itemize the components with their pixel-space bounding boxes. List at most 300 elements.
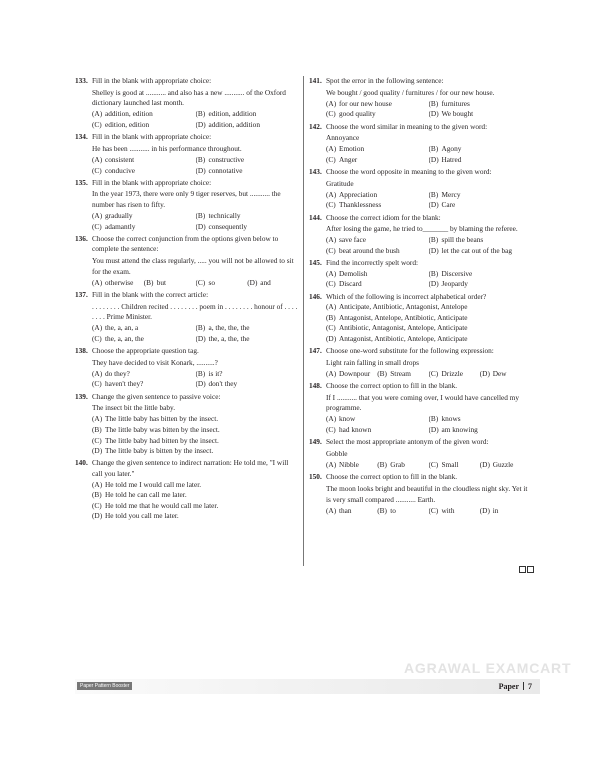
question-context: If I ........... that you were coming over, I would have cancelled my programme.: [326, 392, 520, 413]
question-context: . . . . . . . . Children recited . . . . . . . . poem in . . . . . . . . honour of . . . . . . . . Prime Minister.: [92, 301, 298, 322]
option-list: [326, 269, 531, 290]
option-text: Anticipate, Antibiotic, Antagonist, Antelope: [339, 302, 468, 312]
answer-option: [326, 200, 429, 211]
question-number: 148.: [309, 381, 322, 391]
option-list: [326, 460, 531, 471]
question-header: [309, 258, 531, 269]
question-item: [75, 132, 299, 176]
question-context: He has been ........... in his performance throughout.: [92, 143, 242, 153]
answer-option: [196, 120, 300, 131]
question-number: 145.: [309, 258, 322, 268]
option-text: The little baby is bitten by the insect.: [105, 446, 214, 456]
option-label: (D): [247, 277, 258, 287]
option-label: (C): [92, 379, 102, 389]
option-list: [326, 190, 531, 211]
option-text: to: [390, 505, 396, 515]
right-question-column: [309, 76, 531, 518]
question-number: 140.: [75, 458, 88, 468]
question-context: They have decided to visit Konark, ..........?: [92, 357, 218, 367]
answer-option: [92, 480, 299, 491]
question-context: Gobble: [326, 449, 348, 458]
answer-option: [480, 369, 531, 380]
option-text: Jeopardy: [441, 279, 468, 289]
option-text: than: [339, 505, 352, 515]
question-header: [309, 437, 531, 448]
option-list: [92, 323, 299, 344]
option-label: (A): [92, 479, 103, 489]
answer-option: [326, 99, 429, 110]
question-item: [309, 472, 531, 516]
option-text: Discard: [339, 279, 362, 289]
answer-option: [429, 414, 532, 425]
option-text: a, the, the, the: [208, 323, 250, 333]
answer-option: [377, 369, 428, 380]
question-body: [309, 302, 531, 344]
option-text: know: [339, 414, 356, 424]
answer-option: [377, 506, 428, 517]
option-label: (D): [428, 200, 439, 210]
question-number: 146.: [309, 291, 322, 301]
question-number: 135.: [75, 177, 88, 187]
option-text: Appreciation: [339, 189, 378, 199]
question-body: [309, 358, 531, 380]
question-text: Choose the appropriate question tag.: [92, 346, 199, 356]
answer-option: [326, 235, 429, 246]
option-label: (B): [428, 268, 439, 278]
option-label: (C): [92, 333, 102, 343]
option-text: Stream: [390, 368, 411, 378]
question-text: Spot the error in the following sentence:: [326, 76, 444, 85]
question-item: [75, 290, 299, 345]
option-text: constructive: [208, 154, 245, 164]
question-item: [75, 458, 299, 522]
option-label: (D): [428, 154, 439, 164]
answer-option: [429, 190, 532, 201]
answer-option: [326, 269, 429, 280]
answer-option: [247, 278, 299, 289]
answer-option: [480, 506, 531, 517]
question-number: 139.: [75, 391, 88, 401]
option-label: (A): [326, 98, 337, 108]
question-number: 136.: [75, 233, 88, 243]
question-header: [309, 292, 531, 303]
option-text: connotative: [208, 165, 243, 175]
option-label: (A): [92, 211, 103, 221]
answer-option: [326, 246, 429, 257]
option-text: save face: [339, 235, 366, 245]
question-header: [309, 122, 531, 133]
end-of-section-icon: [519, 566, 534, 573]
option-label: (D): [479, 459, 490, 469]
answer-option: [326, 369, 377, 380]
answer-option: [429, 506, 480, 517]
option-label: (A): [326, 302, 337, 312]
option-text: spill the beans: [441, 235, 484, 245]
option-label: (A): [92, 368, 103, 378]
question-text: Choose the correct idiom for the blank:: [326, 212, 441, 222]
answer-option: [92, 379, 196, 390]
question-context: Annoyance: [326, 133, 360, 143]
option-label: (C): [326, 323, 336, 333]
answer-option: [429, 109, 532, 120]
option-text: consequently: [208, 221, 248, 231]
option-text: The little baby has bitten by the insect.: [105, 414, 219, 424]
option-label: (C): [92, 221, 102, 231]
option-label: (D): [479, 505, 490, 515]
question-number: 149.: [309, 437, 322, 447]
answer-option: [326, 506, 377, 517]
question-body: [75, 256, 299, 288]
question-header: [75, 132, 299, 143]
question-body: [309, 88, 531, 120]
option-list: [92, 369, 299, 390]
option-text: Thanklessness: [339, 200, 382, 210]
option-list: [326, 414, 531, 435]
question-item: [309, 292, 531, 345]
option-label: (D): [428, 246, 439, 255]
question-body: [75, 403, 299, 456]
option-label: (B): [428, 98, 439, 108]
option-label: (A): [326, 235, 337, 245]
question-body: [309, 224, 531, 256]
answer-option: [92, 109, 196, 120]
question-item: [75, 392, 299, 457]
question-text: Choose the correct option to fill in the blank.: [326, 381, 458, 391]
question-header: [75, 290, 299, 301]
option-list: [326, 144, 531, 165]
option-text: knows: [441, 414, 461, 424]
option-text: Care: [441, 200, 456, 210]
option-label: (B): [92, 490, 102, 500]
question-header: [75, 392, 299, 403]
question-item: [75, 178, 299, 233]
option-text: He told he can call me later.: [105, 490, 187, 500]
answer-option: [429, 144, 532, 155]
option-text: Hatred: [441, 154, 462, 164]
question-item: [75, 346, 299, 390]
answer-option: [429, 235, 532, 246]
page-footer: [75, 679, 540, 694]
option-text: the, a, the, the: [208, 333, 250, 343]
answer-option: [92, 501, 299, 512]
question-header: [309, 213, 531, 224]
question-context: You must attend the class regularly, ..... you will not be allowed to sit for the exam.: [92, 256, 294, 276]
option-label: (B): [428, 235, 439, 245]
answer-option: [92, 222, 196, 233]
answer-option: [92, 155, 196, 166]
question-header: [309, 346, 531, 357]
answer-option: [429, 246, 532, 257]
option-label: (B): [428, 414, 439, 424]
answer-option: [92, 369, 196, 380]
option-text: The little baby was bitten by the insect.: [105, 425, 220, 435]
option-label: (C): [92, 435, 102, 445]
option-text: edition, edition: [105, 119, 150, 129]
answer-option: [92, 511, 299, 522]
option-label: (A): [326, 505, 337, 515]
left-question-column: [75, 76, 299, 524]
question-body: [309, 449, 531, 471]
option-text: do they?: [105, 368, 130, 378]
option-label: (B): [195, 154, 206, 164]
option-label: (B): [377, 459, 387, 469]
option-label: (B): [195, 323, 206, 333]
option-text: haven't they?: [105, 379, 144, 389]
question-text: Choose the word similar in meaning to the given word:: [326, 121, 488, 131]
question-header: [75, 458, 299, 479]
footer-tag: Paper Pattern Booster: [77, 682, 132, 690]
option-label: (A): [326, 459, 337, 469]
option-label: (B): [428, 144, 439, 154]
question-text: Choose one-word substitute for the following expression:: [326, 346, 494, 356]
option-label: (D): [428, 279, 439, 289]
option-text: Emotion: [339, 144, 365, 154]
answer-option: [429, 200, 532, 211]
option-text: He told me I would call me later.: [105, 479, 202, 489]
option-text: the, a, an, a: [105, 323, 139, 333]
option-text: beat around the bush: [339, 246, 400, 255]
answer-option: [92, 120, 196, 131]
option-label: (D): [326, 333, 337, 343]
option-label: (C): [92, 165, 102, 175]
option-label: (D): [428, 425, 439, 435]
option-text: addition, addition: [208, 119, 260, 129]
page-number: 7: [528, 682, 532, 691]
option-text: Antagonist, Antelope, Antibiotic, Anticipate: [339, 312, 468, 322]
option-label: (D): [428, 109, 439, 119]
option-label: (A): [92, 277, 103, 287]
answer-option: [326, 109, 429, 120]
answer-option: [196, 369, 300, 380]
option-label: (C): [195, 277, 206, 287]
option-label: (C): [428, 505, 439, 515]
option-text: He told me that he would call me later.: [105, 500, 219, 510]
answer-option: [429, 425, 532, 436]
option-list: [326, 506, 531, 517]
question-context: The moon looks bright and beautiful in the cloudless night sky. Yet it is very small compared ........... Earth.: [326, 483, 528, 504]
question-text: Change the given sentence to indirect narration: He told me, "I will call you later.": [92, 458, 289, 478]
answer-option: [196, 278, 248, 289]
option-label: (A): [326, 268, 337, 278]
question-item: [75, 76, 299, 131]
question-item: [309, 346, 531, 379]
option-label: (C): [326, 154, 336, 164]
option-list: [92, 278, 299, 289]
option-text: had known: [339, 425, 372, 435]
question-context: The insect bit the little baby.: [92, 403, 176, 413]
question-header: [309, 167, 531, 178]
option-text: Guzzle: [492, 459, 514, 469]
option-list: [326, 99, 531, 120]
question-item: [309, 437, 531, 470]
question-item: [75, 234, 299, 289]
question-body: [309, 179, 531, 211]
option-text: Agony: [441, 144, 462, 154]
answer-option: [92, 446, 299, 457]
option-text: the, a, an, the: [105, 333, 144, 343]
option-label: (B): [428, 189, 439, 199]
option-label: (B): [195, 109, 206, 119]
option-text: Antibiotic, Antagonist, Antelope, Anticipate: [339, 323, 468, 333]
question-body: [75, 144, 299, 176]
answer-option: [326, 279, 429, 290]
answer-option: [326, 334, 531, 345]
answer-option: [92, 490, 299, 501]
option-text: technically: [208, 211, 241, 221]
question-context: We bought / good quality / furnitures / for our new house.: [326, 87, 495, 97]
question-context: Light rain falling in small drops: [326, 357, 420, 367]
answer-option: [326, 425, 429, 436]
option-text: gradually: [105, 211, 133, 221]
footer-separator: [523, 682, 524, 690]
option-text: let the cat out of the bag: [441, 246, 513, 255]
option-text: The little baby had bitten by the insect.: [105, 435, 219, 445]
option-list: [92, 155, 299, 176]
option-text: for our new house: [339, 98, 392, 108]
question-number: 147.: [309, 346, 322, 356]
option-label: (C): [326, 246, 336, 255]
option-label: (D): [195, 119, 206, 129]
option-label: (A): [92, 109, 103, 119]
option-text: He told you call me later.: [105, 511, 179, 521]
question-body: [309, 484, 531, 516]
option-label: (A): [326, 189, 337, 199]
answer-option: [429, 279, 532, 290]
option-label: (C): [326, 109, 336, 119]
answer-option: [196, 379, 300, 390]
question-number: 144.: [309, 212, 322, 222]
option-list: [92, 414, 299, 456]
option-text: Nibble: [339, 459, 359, 469]
question-number: 143.: [309, 167, 322, 177]
option-text: consistent: [105, 154, 135, 164]
option-label: (D): [92, 446, 103, 456]
answer-option: [326, 190, 429, 201]
answer-option: [196, 334, 300, 345]
option-label: (D): [195, 379, 206, 389]
question-body: [75, 480, 299, 522]
option-label: (D): [479, 368, 490, 378]
option-text: and: [260, 277, 271, 287]
option-label: (C): [92, 119, 102, 129]
question-text: Fill in the blank with appropriate choice:: [92, 132, 212, 142]
option-text: We bought: [441, 109, 474, 119]
option-label: (B): [326, 312, 336, 322]
answer-option: [92, 278, 144, 289]
option-text: Demolish: [339, 268, 368, 278]
option-text: in: [492, 505, 499, 515]
option-list: [326, 302, 531, 344]
option-text: Small: [441, 459, 459, 469]
answer-option: [92, 323, 196, 334]
option-text: good quality: [339, 109, 376, 119]
option-text: but: [156, 277, 167, 287]
answer-option: [196, 211, 300, 222]
option-label: (B): [377, 368, 387, 378]
footer-page-label: [499, 681, 532, 692]
question-number: 141.: [309, 76, 322, 85]
option-text: am knowing: [441, 425, 478, 435]
option-label: (C): [428, 459, 439, 469]
option-label: (A): [326, 144, 337, 154]
option-label: (B): [377, 505, 387, 515]
question-header: [75, 234, 299, 255]
question-text: Choose the correct conjunction from the options given below to complete the sentence:: [92, 233, 279, 254]
answer-option: [196, 155, 300, 166]
question-item: [309, 122, 531, 166]
answer-option: [92, 414, 299, 425]
answer-option: [429, 155, 532, 166]
question-item: [309, 258, 531, 290]
option-text: Dew: [492, 368, 507, 378]
option-label: (C): [428, 368, 439, 378]
question-context: Gratitude: [326, 178, 354, 188]
answer-option: [92, 166, 196, 177]
answer-option: [429, 99, 532, 110]
option-list: [326, 235, 531, 256]
option-label: (A): [326, 368, 337, 378]
option-text: Antagonist, Antibiotic, Antelope, Anticipate: [339, 333, 468, 343]
option-list: [326, 369, 531, 380]
option-label: (C): [326, 425, 336, 435]
question-item: [309, 213, 531, 257]
question-body: [75, 88, 299, 131]
question-header: [309, 76, 531, 87]
answer-option: [326, 313, 531, 324]
option-text: so: [208, 277, 215, 287]
option-label: (A): [92, 414, 103, 424]
answer-option: [92, 425, 299, 436]
question-text: Fill in the blank with appropriate choice:: [92, 76, 212, 85]
answer-option: [92, 334, 196, 345]
option-text: Downpour: [339, 368, 371, 378]
option-list: [92, 480, 299, 522]
question-number: 134.: [75, 132, 88, 142]
question-header: [309, 381, 531, 392]
option-text: otherwise: [105, 277, 134, 287]
option-label: (C): [326, 200, 336, 210]
option-label: (A): [326, 414, 337, 424]
footer-label: Paper: [498, 682, 519, 691]
answer-option: [326, 460, 377, 471]
question-header: [75, 178, 299, 189]
column-divider: [303, 76, 304, 566]
option-text: don't they: [208, 379, 238, 389]
option-text: furnitures: [441, 98, 470, 108]
watermark: AGRAWAL EXAMCART: [404, 660, 572, 676]
question-number: 133.: [75, 76, 88, 85]
option-label: (A): [92, 323, 103, 333]
question-body: [75, 189, 299, 232]
question-number: 137.: [75, 289, 88, 299]
question-number: 150.: [309, 472, 322, 482]
question-header: [75, 346, 299, 357]
option-list: [92, 211, 299, 232]
answer-option: [429, 460, 480, 471]
question-context: In the year 1973, there were only 9 tiger reserves, but ........... the number has risen to fifty.: [92, 189, 281, 210]
option-label: (B): [92, 425, 102, 435]
answer-option: [326, 302, 531, 313]
question-text: Fill in the blank with appropriate choice:: [92, 177, 212, 187]
option-label: (A): [92, 154, 103, 164]
question-body: [75, 358, 299, 390]
option-list: [92, 109, 299, 130]
question-item: [309, 167, 531, 211]
question-text: Which of the following is incorrect alphabetical order?: [326, 291, 487, 301]
option-text: is it?: [208, 368, 223, 378]
question-text: Choose the correct option to fill in the blank.: [326, 472, 458, 482]
question-text: Fill in the blank with the correct article:: [92, 289, 209, 299]
